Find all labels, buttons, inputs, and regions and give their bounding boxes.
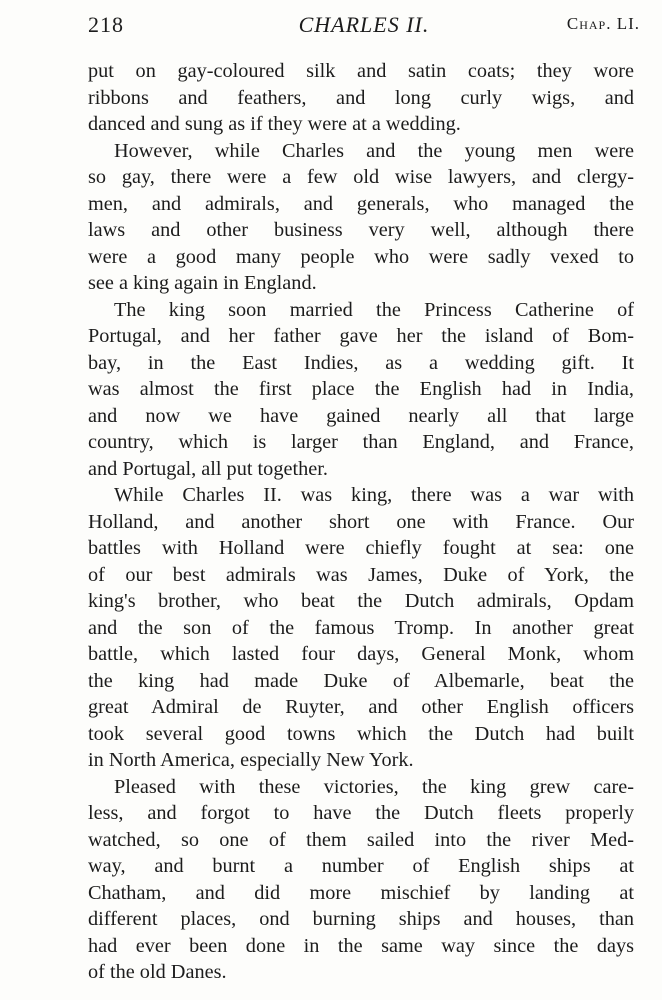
text-line: of our best admirals was James, Duke of York, the [88,563,634,586]
text-line: put on gay-coloured silk and satin coats; they wore [88,60,634,82]
text-line: see a king again in England. [88,272,317,294]
text-line: battles with Holland were chiefly fought at sea: one [88,537,634,559]
text-line: different places, ond burning ships and houses, than [88,908,634,930]
text-line: way, and burnt a number of English ships at [88,855,634,877]
text-line: in North America, especially New York. [88,749,414,771]
text-line: Portugal, and her father gave her the island of Bom- [88,325,634,347]
text-line: Chatham, and did more mischief by landing at [88,881,634,904]
text-line: was almost the first place the English had in India, [88,378,634,400]
text-line: However, while Charles and the young men were [114,139,634,162]
text-line: While Charles II. was king, there was a war with [114,484,634,506]
text-line: and now we have gained nearly all that large [88,404,634,427]
running-title: CHARLES II. [298,12,430,37]
text-line: men, and admirals, and generals, who managed the [88,192,634,215]
text-line: The king soon married the Princess Catherine of [114,298,634,321]
text-line: great Admiral de Ruyter, and other English officers [88,696,634,718]
text-line: Holland, and another short one with France. Our [88,510,634,533]
text-line: battle, which lasted four days, General Monk, whom [88,643,634,665]
text-line: less, and forgot to have the Dutch fleets properly [88,802,634,824]
text-line: country, which is larger than England, and France, [88,431,634,453]
text-line: bay, in the East Indies, as a wedding gift. It [88,351,634,374]
text-line: took several good towns which the Dutch had built [88,722,634,745]
text-line: had ever been done in the same way since the days [88,934,634,957]
page-header [88,12,640,42]
page-number: 218 [88,12,124,37]
text-line: the king had made Duke of Albemarle, beat the [88,669,634,692]
chapter-label: Chap. LI. [566,14,640,33]
text-line: ribbons and feathers, and long curly wigs, and [88,86,634,109]
text-line: watched, so one of them sailed into the river Med- [88,828,634,851]
text-line: so gay, there were a few old wise lawyers, and clergy- [88,166,634,188]
text-line: king's brother, who beat the Dutch admirals, Opdam [88,590,634,612]
page-body [88,58,634,986]
text-line: danced and sung as if they were at a wedding. [88,113,461,135]
text-line: were a good many people who were sadly vexed to [88,245,634,268]
text-line: laws and other business very well, although there [88,219,634,241]
text-line: and the son of the famous Tromp. In another great [88,616,634,639]
text-line: and Portugal, all put together. [88,457,328,480]
text-line: of the old Danes. [88,961,227,983]
text-line: Pleased with these victories, the king grew care- [114,775,634,798]
